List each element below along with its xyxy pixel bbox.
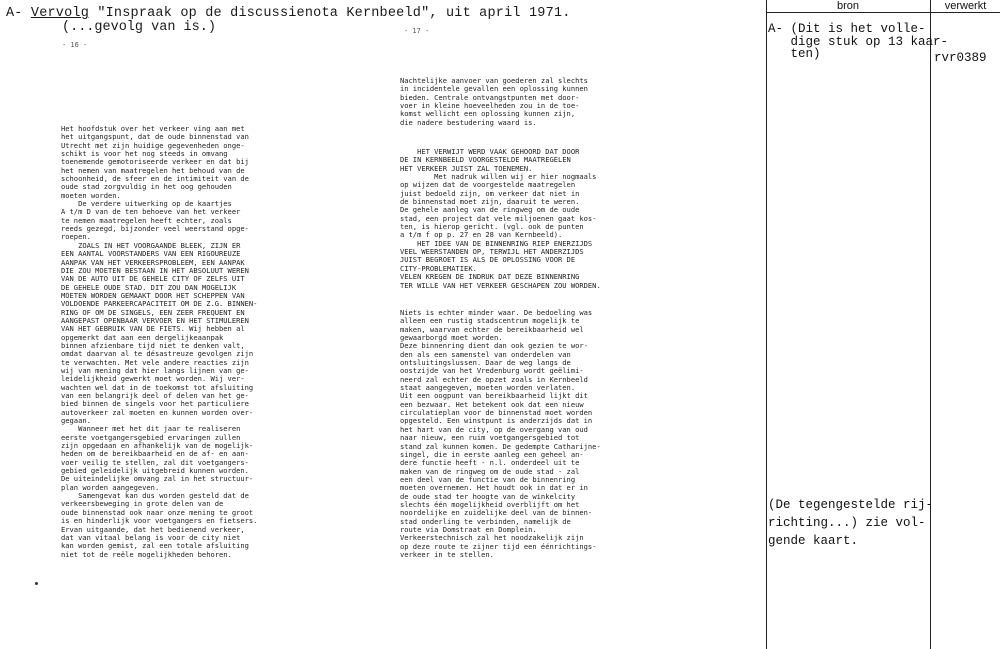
bron-note-bottom: (De tegengestelde rij- richting...) zie vol- gende kaart. (768, 498, 934, 548)
heading-title: "Inspraak op de discussienota Kernbeeld", uit april 1971. (89, 6, 571, 21)
right-text-top: Nachtelijke aanvoer van goederen zal slechts in incidentele gevallen een oplossing kunnen bieden. Centrale ontvangstpunten met door- voer in kleine hoeveelheden zou in de toe- komst wellicht een oplossing kunnen zijn, die nadere bestudering waard is. (400, 76, 588, 127)
bron-note-top: A- (Dit is het volle- dige stuk op 13 kaar- ten) (768, 22, 949, 61)
stray-mark (35, 582, 38, 585)
heading-prefix: A- (6, 6, 31, 21)
document-heading (6, 6, 571, 21)
verwerkt-code: rvr0389 (934, 51, 987, 65)
heading-vervolg: Vervolg (30, 6, 90, 21)
table-column-divider (930, 0, 931, 649)
document-subheading: (...gevolg van is.) (62, 20, 216, 35)
right-text-middle: HET VERWIJT WERD VAAK GEHOORD DAT DOOR DE IN KERNBEELD VOORGESTELDE MAATREGELEN HET VERKEER JUIST ZAL TOENEMEN. Met nadruk willen wij er hier nogmaals op wijzen dat de voorgestelde maatregelen juist bedoeld zijn, om verkeer dat niet in de binnenstad moet zijn, daaruit te weren. De gehele aanleg van de ringweg om de oude stad, een project dat vele miljoenen gaat kos- ten, is hierop gericht. (vgl. ook de punten a t/m f op p. 27 en 28 van Kernbeeld). HET IDEE VAN DE BINNENRING RIEP ENERZIJDS VEEL WEERSTANDEN OP, TERWIJL HET ANDERZIJDS JUIST BEGROET IS ALS DE OPLOSSING VOOR DE CITY-PROBLEMATIEK. VELEN KREGEN DE INDRUK DAT DEZE BINNENRING TER WILLE VAN HET VERKEER GESCHAPEN ZOU WORDEN. (400, 147, 601, 290)
column-header-verwerkt: verwerkt (944, 0, 987, 12)
table-header-rule (766, 12, 1000, 13)
column-header-bron: bron (836, 0, 860, 12)
page-number-left: - 16 - (62, 41, 88, 49)
table-left-border (766, 0, 767, 649)
left-text-column: Het hoofdstuk over het verkeer ving aan met het uitgangspunt, dat de oude binnenstad van Utrecht met zijn huidige gegevenheden onge- schikt is voor het nog steeds in omvang toenemende gemotoriseerde verkeer en dat bij het nemen van maatregelen het behoud van de schoonheid, de sfeer en de intimiteit van de oude stad zorgvuldig in het oog gehouden moeten worden. De verdere uitwerking op de kaartjes A t/m D van de ten behoeve van het verkeer te nemen maatregelen heeft echter, zoals reeds gezegd, bijzonder veel weerstand opge- roepen. ZOALS IN HET VOORGAANDE BLEEK, ZIJN ER EEN AANTAL VOORSTANDERS VAN EEN RIGOUREUZE AANPAK VAN HET VERKEERSPROBLEEM, EEN AANPAK DIE ZOU MOETEN BESTAAN IN HET ABSOLUUT WEREN VAN DE AUTO UIT DE GEHELE CITY OF ZELFS UIT DE GEHELE OUDE STAD. DIT ZOU DAN MOGELIJK MOETEN WORDEN GEMAAKT DOOR HET SCHEPPEN VAN VOLDOENDE PARKEERCAPACITEIT OM DE Z.G. BINNEN- RING OF OM DE SINGELS, EEN ZEER FREQUENT EN AANGEPAST OPENBAAR VERVOER EN HET STIMULEREN VAN HET GEBRUIK VAN DE FIETS. Wij hebben al opgemerkt dat aan een dergelijkeaanpak binnen afzienbare tijd niet te denken valt, omdat daarvan al te désastreuze gevolgen zijn te verwachten. Met vele andere reacties zijn wij van mening dat hier langs lijnen van ge- leidelijkheid gewerkt moet worden. Wij ver- wachten wel dat in de toekomst tot afsluiting van een belangrijk deel of delen van het ge- bied binnen de singels voor het particuliere autoverkeer zal moeten en kunnen worden over- gegaan. Wanneer met het dit jaar te realiseren eerste voetgangersgebied ervaringen zullen zijn opgedaan en afhankelijk van de mogelijk- heden om de bereikbaarheid en de af- en aan- voer veilig te stellen, zal dit voetgangers- gebied geleidelijk uitgebreid kunnen worden. De uiteindelijke omvang zal in het structuur- plan worden aangegeven. Samengevat kan dus worden gesteld dat de verkeersbeweging in grote delen van de oude binnenstad ook naar onze mening te groot is en hinderlijk voor voetgangers en fietsers. Ervan uitgaande, dat het bedienend verkeer, dat van vitaal belang is voor de city niet kan worden gemist, zal een totale afsluiting niet tot de reële mogelijkheden behoren. (61, 124, 258, 559)
right-text-bottom: Niets is echter minder waar. De bedoeling was alleen een rustig stadscentrum mogelijk te maken, waarvan echter de bereikbaarheid wel gewaarborgd moet worden. Deze binnenring dient dan ook gezien te wor- den als een samenstel van onderdelen van ontsluitingslussen. Daar de weg langs de oostzijde van het Vredenburg wordt geëlimi- neerd zal echter de opzet zoals in Kernbeeld staat aangegeven, moeten worden verlaten. Uit een oogpunt van bereikbaarheid lijkt dit een bezwaar. Het betekent ook dat een nieuw circulatieplan voor de binnenstad moet worden opgesteld. Een winstpunt is anderzijds dat in het hart van de city, op de overgang van oud naar nieuw, een ruim voetgangersgebied tot stand zal kunnen komen. De gedempte Catharijne- singel, die in eerste aanleg een geheel an- dere functie heeft - n.l. onderdeel uit te maken van de ringweg om de oude stad - zal een deel van de functie van de binnenring moeten overnemen. Het houdt ook in dat er in de oude stad ter hoogte van de winkelcity slechts één mogelijkheid overblijft om het noordelijke en zuidelijke deel van de binnen- stad onderling te verbinden, namelijk de route via Domstraat en Domplein. Verkeerstechnisch zal het noodzakelijk zijn op deze route te zijner tijd een éénrichtings- verkeer in te stellen. (400, 308, 601, 559)
page-number-right: - 17 - (404, 27, 430, 35)
